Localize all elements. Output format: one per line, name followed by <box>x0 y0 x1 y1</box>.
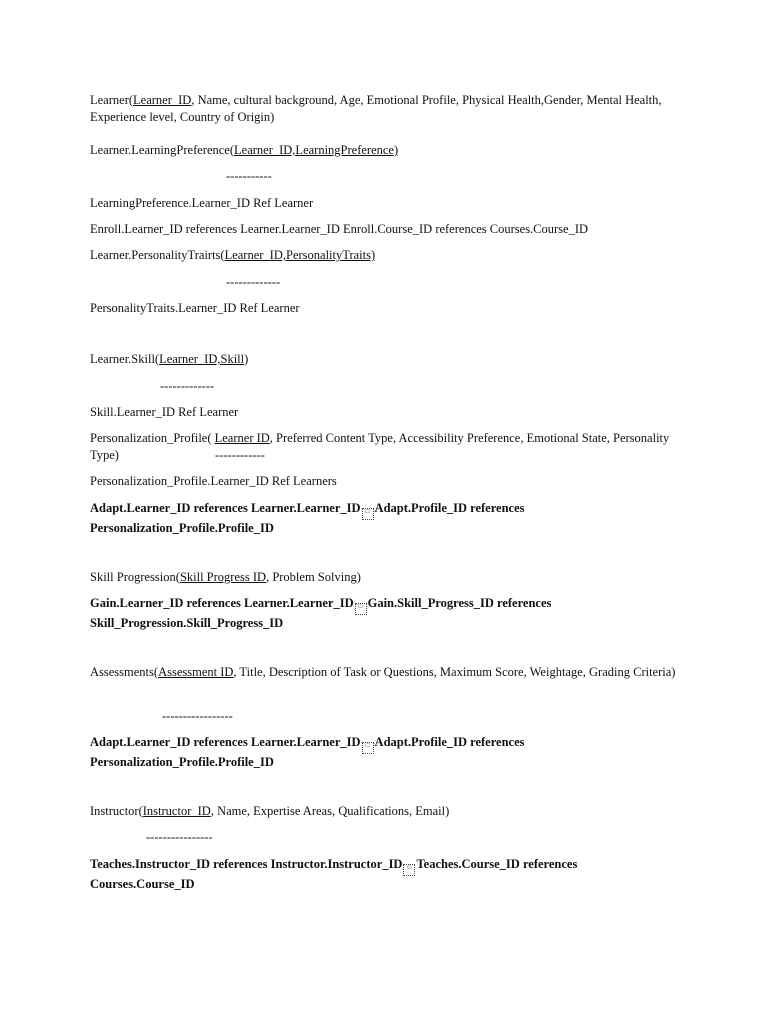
personalization-attributes: , Preferred Content Type, Accessibility Preference, Emotional State, Personality Type) <box>90 431 670 462</box>
learner-prefix: Learner( <box>90 93 134 107</box>
personalization-relation <box>90 430 680 464</box>
gain-part2: Gain.Skill_Progress_ID references Skill_Progression.Skill_Progress_ID <box>90 596 552 630</box>
instructor-relation <box>90 803 680 820</box>
separator-dash-1: ----------- <box>226 169 272 183</box>
personalization-prefix: Personalization_Profile( <box>90 431 215 445</box>
learner-attributes: , Name, cultural background, Age, Emotional Profile, Physical Health,Gender, Mental Health, Experience level, Country of Origin) <box>90 93 662 124</box>
separator-dash-personalization: ------------ <box>215 448 265 462</box>
assessments-key: Assessment ID <box>158 665 234 679</box>
adapt-1-part2: Adapt.Profile_ID references Personalization_Profile.Profile_ID <box>90 501 525 535</box>
skill-progression-prefix: Skill Progression( <box>90 570 180 584</box>
unknown-glyph-icon: □ <box>355 603 367 615</box>
learning-preference-ref: LearningPreference.Learner_ID Ref Learner <box>90 196 314 210</box>
skill-progression-key: Skill Progress ID <box>179 570 267 584</box>
personality-key: Learner_ID,PersonalityTraits) <box>224 248 376 262</box>
separator-dash-3: ------------- <box>160 379 215 393</box>
separator-dash-5: ---------------- <box>146 830 213 844</box>
learning-preference-prefix: Learner.LearningPreference( <box>90 143 235 157</box>
skill-progression-attributes: , Problem Solving) <box>266 570 361 584</box>
skill-relation <box>90 351 680 368</box>
unknown-glyph-icon: □ <box>362 508 374 520</box>
personality-ref: PersonalityTraits.Learner_ID Ref Learner <box>90 301 300 315</box>
adapt-1-part1: Adapt.Learner_ID references Learner.Learner_ID <box>90 501 361 515</box>
unknown-glyph-icon: □ <box>403 864 415 876</box>
enroll-references: Enroll.Learner_ID references Learner.Learner_ID Enroll.Course_ID references Courses.Course_ID <box>90 222 589 236</box>
personalization-key: Learner ID <box>214 431 270 445</box>
personality-prefix: Learner.PersonalityTrairts( <box>90 248 225 262</box>
teaches-part2: Teaches.Course_ID references Courses.Course_ID <box>90 857 578 891</box>
adapt-2-part2: Adapt.Profile_ID references Personalization_Profile.Profile_ID <box>90 735 525 769</box>
instructor-prefix: Instructor( <box>90 804 143 818</box>
instructor-attributes: , Name, Expertise Areas, Qualifications, Email) <box>210 804 450 818</box>
personality-relation <box>90 247 680 264</box>
adapt-references-1 <box>90 500 680 537</box>
learner-relation <box>90 92 680 126</box>
gain-part1: Gain.Learner_ID references Learner.Learner_ID <box>90 596 354 610</box>
separator-dash-4: ----------------- <box>162 709 233 723</box>
skill-key: Learner_ID,Skill <box>159 352 245 366</box>
learning-preference-relation <box>90 142 680 159</box>
assessments-relation <box>90 664 680 681</box>
teaches-references <box>90 856 680 893</box>
separator-dash-2: ------------- <box>226 275 281 289</box>
instructor-key: Instructor_ID <box>142 804 211 818</box>
unknown-glyph-icon: □ <box>362 742 374 754</box>
learning-preference-key: Learner_ID,LearningPreference) <box>234 143 399 157</box>
skill-prefix: Learner.Skill( <box>90 352 160 366</box>
gain-references <box>90 595 680 632</box>
skill-progression-relation <box>90 569 680 586</box>
personalization-ref: Personalization_Profile.Learner_ID Ref Learners <box>90 474 337 488</box>
assessments-attributes: , Title, Description of Task or Questions, Maximum Score, Weightage, Grading Criteria) <box>233 665 676 679</box>
skill-ref: Skill.Learner_ID Ref Learner <box>90 405 239 419</box>
skill-suffix: ) <box>244 352 249 366</box>
learner-key: Learner_ID <box>133 93 192 107</box>
adapt-2-part1: Adapt.Learner_ID references Learner.Learner_ID <box>90 735 361 749</box>
assessments-prefix: Assessments( <box>90 665 159 679</box>
teaches-part1: Teaches.Instructor_ID references Instructor.Instructor_ID <box>90 857 403 871</box>
adapt-references-2 <box>90 734 680 771</box>
